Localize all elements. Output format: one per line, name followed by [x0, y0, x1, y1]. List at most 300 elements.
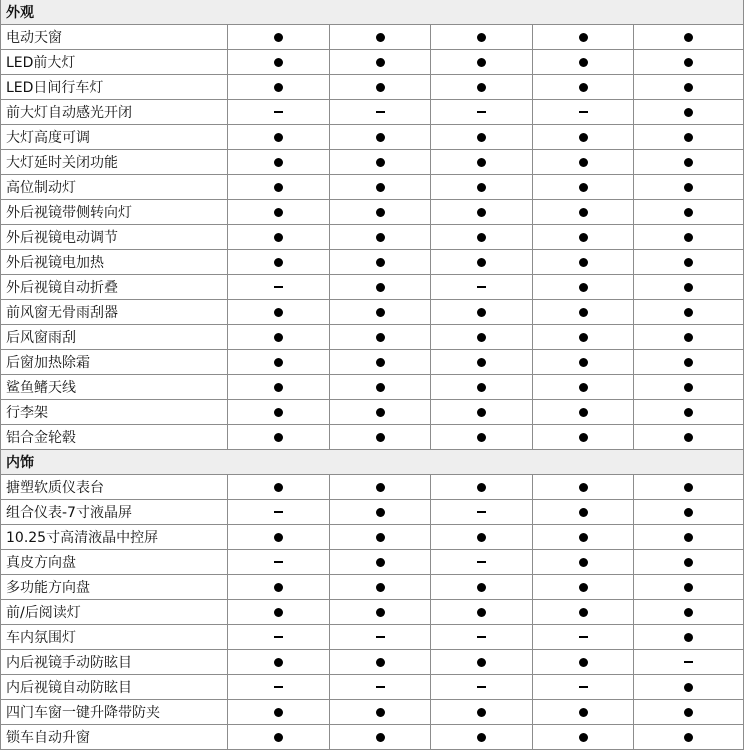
trim-cell: [634, 50, 744, 75]
table-row: [1, 725, 744, 750]
standard-dot-icon: [477, 58, 486, 67]
table-row: [1, 375, 744, 400]
standard-dot-icon: [684, 558, 693, 567]
table-row: [1, 75, 744, 100]
trim-cell: [533, 525, 634, 550]
trim-cell: [634, 675, 744, 700]
table-row: [1, 250, 744, 275]
standard-dot-icon: [274, 258, 283, 267]
trim-cell: [431, 225, 533, 250]
standard-dot-icon: [684, 358, 693, 367]
trim-cell: [634, 425, 744, 450]
standard-dot-icon: [274, 583, 283, 592]
trim-cell: [533, 350, 634, 375]
standard-dot-icon: [477, 483, 486, 492]
trim-cell: [533, 50, 634, 75]
trim-cell: [431, 475, 533, 500]
trim-cell: [533, 700, 634, 725]
trim-cell: [634, 500, 744, 525]
standard-dot-icon: [684, 483, 693, 492]
trim-cell: [330, 500, 431, 525]
standard-dot-icon: [274, 33, 283, 42]
trim-cell: [330, 675, 431, 700]
standard-dot-icon: [376, 283, 385, 292]
trim-cell: [330, 625, 431, 650]
trim-cell: [228, 475, 330, 500]
standard-dot-icon: [274, 433, 283, 442]
trim-cell: [634, 150, 744, 175]
trim-cell: [533, 575, 634, 600]
table-row: [1, 325, 744, 350]
standard-dot-icon: [477, 33, 486, 42]
table-row: [1, 25, 744, 50]
standard-dot-icon: [376, 583, 385, 592]
trim-cell: [431, 700, 533, 725]
standard-dot-icon: [579, 533, 588, 542]
trim-cell: [533, 625, 634, 650]
trim-cell: [228, 150, 330, 175]
standard-dot-icon: [477, 208, 486, 217]
trim-cell: [431, 150, 533, 175]
standard-dot-icon: [684, 258, 693, 267]
trim-cell: [533, 425, 634, 450]
trim-cell: [533, 25, 634, 50]
trim-cell: [533, 650, 634, 675]
section-header-row: [1, 450, 744, 475]
not-available-dash-icon: [579, 686, 588, 688]
table-row: [1, 300, 744, 325]
trim-cell: [431, 100, 533, 125]
standard-dot-icon: [477, 258, 486, 267]
standard-dot-icon: [477, 383, 486, 392]
trim-cell: [431, 600, 533, 625]
trim-cell: [431, 25, 533, 50]
trim-cell: [228, 250, 330, 275]
table-row: [1, 675, 744, 700]
feature-label: 铝合金轮毂: [1, 425, 228, 450]
standard-dot-icon: [477, 433, 486, 442]
standard-dot-icon: [579, 433, 588, 442]
trim-cell: [533, 200, 634, 225]
trim-cell: [228, 75, 330, 100]
trim-cell: [228, 600, 330, 625]
trim-cell: [533, 725, 634, 750]
standard-dot-icon: [477, 133, 486, 142]
not-available-dash-icon: [477, 561, 486, 563]
trim-cell: [533, 225, 634, 250]
standard-dot-icon: [579, 183, 588, 192]
trim-cell: [533, 75, 634, 100]
standard-dot-icon: [684, 58, 693, 67]
trim-cell: [228, 125, 330, 150]
standard-dot-icon: [579, 483, 588, 492]
trim-cell: [533, 150, 634, 175]
standard-dot-icon: [579, 233, 588, 242]
trim-cell: [228, 625, 330, 650]
trim-cell: [228, 225, 330, 250]
trim-cell: [431, 125, 533, 150]
table-row: [1, 175, 744, 200]
trim-cell: [228, 175, 330, 200]
trim-cell: [431, 175, 533, 200]
standard-dot-icon: [376, 433, 385, 442]
trim-cell: [431, 250, 533, 275]
trim-cell: [533, 175, 634, 200]
not-available-dash-icon: [477, 511, 486, 513]
not-available-dash-icon: [477, 686, 486, 688]
trim-cell: [634, 725, 744, 750]
standard-dot-icon: [684, 708, 693, 717]
trim-cell: [634, 325, 744, 350]
spec-table-body: [1, 0, 744, 750]
not-available-dash-icon: [477, 111, 486, 113]
standard-dot-icon: [274, 483, 283, 492]
not-available-dash-icon: [684, 661, 693, 663]
trim-cell: [228, 525, 330, 550]
not-available-dash-icon: [274, 511, 283, 513]
table-row: [1, 650, 744, 675]
standard-dot-icon: [274, 733, 283, 742]
trim-cell: [228, 725, 330, 750]
trim-cell: [431, 525, 533, 550]
not-available-dash-icon: [376, 636, 385, 638]
table-row: [1, 575, 744, 600]
standard-dot-icon: [274, 233, 283, 242]
standard-dot-icon: [274, 533, 283, 542]
standard-dot-icon: [376, 158, 385, 167]
standard-dot-icon: [684, 533, 693, 542]
standard-dot-icon: [579, 358, 588, 367]
feature-label: 外后视镜电加热: [1, 250, 228, 275]
standard-dot-icon: [684, 608, 693, 617]
table-row: [1, 600, 744, 625]
table-row: [1, 150, 744, 175]
trim-cell: [431, 75, 533, 100]
trim-cell: [330, 400, 431, 425]
trim-cell: [634, 650, 744, 675]
table-row: [1, 625, 744, 650]
trim-cell: [330, 225, 431, 250]
feature-label: 多功能方向盘: [1, 575, 228, 600]
trim-cell: [228, 375, 330, 400]
standard-dot-icon: [274, 383, 283, 392]
trim-cell: [634, 525, 744, 550]
trim-cell: [330, 550, 431, 575]
trim-cell: [634, 300, 744, 325]
standard-dot-icon: [376, 508, 385, 517]
trim-cell: [431, 200, 533, 225]
table-row: [1, 225, 744, 250]
trim-cell: [330, 700, 431, 725]
trim-cell: [634, 575, 744, 600]
standard-dot-icon: [274, 83, 283, 92]
trim-cell: [228, 300, 330, 325]
standard-dot-icon: [579, 308, 588, 317]
trim-cell: [431, 575, 533, 600]
standard-dot-icon: [579, 158, 588, 167]
standard-dot-icon: [579, 408, 588, 417]
standard-dot-icon: [684, 33, 693, 42]
standard-dot-icon: [684, 508, 693, 517]
not-available-dash-icon: [274, 111, 283, 113]
table-row: [1, 275, 744, 300]
trim-cell: [228, 675, 330, 700]
feature-label: 搪塑软质仪表台: [1, 475, 228, 500]
feature-label: 大灯延时关闭功能: [1, 150, 228, 175]
trim-cell: [431, 375, 533, 400]
trim-cell: [330, 150, 431, 175]
trim-cell: [431, 275, 533, 300]
standard-dot-icon: [477, 408, 486, 417]
standard-dot-icon: [477, 183, 486, 192]
standard-dot-icon: [684, 158, 693, 167]
trim-cell: [634, 275, 744, 300]
standard-dot-icon: [477, 233, 486, 242]
trim-cell: [431, 550, 533, 575]
trim-cell: [431, 350, 533, 375]
trim-cell: [228, 200, 330, 225]
trim-cell: [228, 275, 330, 300]
standard-dot-icon: [684, 683, 693, 692]
standard-dot-icon: [376, 183, 385, 192]
trim-cell: [634, 375, 744, 400]
table-row: [1, 400, 744, 425]
not-available-dash-icon: [274, 636, 283, 638]
trim-cell: [330, 25, 431, 50]
trim-cell: [533, 300, 634, 325]
section-title: 外观: [1, 0, 744, 25]
trim-cell: [228, 650, 330, 675]
feature-label: 前/后阅读灯: [1, 600, 228, 625]
standard-dot-icon: [274, 308, 283, 317]
standard-dot-icon: [376, 258, 385, 267]
trim-cell: [228, 25, 330, 50]
standard-dot-icon: [684, 733, 693, 742]
trim-cell: [330, 725, 431, 750]
trim-cell: [330, 125, 431, 150]
trim-cell: [330, 50, 431, 75]
trim-cell: [330, 275, 431, 300]
trim-cell: [431, 325, 533, 350]
trim-cell: [533, 475, 634, 500]
trim-cell: [431, 725, 533, 750]
table-row: [1, 700, 744, 725]
feature-label: 四门车窗一键升降带防夹: [1, 700, 228, 725]
feature-label: 车内氛围灯: [1, 625, 228, 650]
standard-dot-icon: [274, 608, 283, 617]
standard-dot-icon: [579, 583, 588, 592]
trim-cell: [228, 425, 330, 450]
feature-label: 锁车自动升窗: [1, 725, 228, 750]
standard-dot-icon: [684, 108, 693, 117]
trim-cell: [431, 675, 533, 700]
standard-dot-icon: [684, 583, 693, 592]
table-row: [1, 550, 744, 575]
standard-dot-icon: [579, 33, 588, 42]
standard-dot-icon: [579, 733, 588, 742]
standard-dot-icon: [477, 358, 486, 367]
standard-dot-icon: [579, 558, 588, 567]
standard-dot-icon: [579, 608, 588, 617]
trim-cell: [431, 650, 533, 675]
trim-cell: [330, 525, 431, 550]
feature-label: 高位制动灯: [1, 175, 228, 200]
standard-dot-icon: [477, 608, 486, 617]
standard-dot-icon: [274, 158, 283, 167]
standard-dot-icon: [684, 408, 693, 417]
trim-cell: [228, 350, 330, 375]
feature-label: 后窗加热除霜: [1, 350, 228, 375]
standard-dot-icon: [376, 408, 385, 417]
trim-cell: [634, 475, 744, 500]
not-available-dash-icon: [579, 111, 588, 113]
trim-cell: [533, 500, 634, 525]
standard-dot-icon: [579, 658, 588, 667]
trim-cell: [228, 325, 330, 350]
standard-dot-icon: [376, 383, 385, 392]
feature-label: 行李架: [1, 400, 228, 425]
trim-cell: [330, 350, 431, 375]
trim-cell: [330, 425, 431, 450]
standard-dot-icon: [376, 58, 385, 67]
trim-cell: [330, 200, 431, 225]
table-row: [1, 200, 744, 225]
standard-dot-icon: [376, 308, 385, 317]
standard-dot-icon: [477, 533, 486, 542]
trim-cell: [533, 600, 634, 625]
feature-label: 外后视镜带侧转向灯: [1, 200, 228, 225]
feature-label: 大灯高度可调: [1, 125, 228, 150]
trim-cell: [431, 500, 533, 525]
standard-dot-icon: [376, 608, 385, 617]
trim-cell: [634, 75, 744, 100]
not-available-dash-icon: [477, 636, 486, 638]
feature-label: 外后视镜电动调节: [1, 225, 228, 250]
trim-cell: [330, 475, 431, 500]
standard-dot-icon: [579, 258, 588, 267]
trim-cell: [330, 100, 431, 125]
standard-dot-icon: [579, 208, 588, 217]
standard-dot-icon: [477, 658, 486, 667]
standard-dot-icon: [376, 358, 385, 367]
standard-dot-icon: [274, 333, 283, 342]
trim-cell: [634, 200, 744, 225]
table-row: [1, 525, 744, 550]
not-available-dash-icon: [274, 686, 283, 688]
trim-cell: [533, 100, 634, 125]
trim-cell: [533, 325, 634, 350]
standard-dot-icon: [477, 333, 486, 342]
standard-dot-icon: [376, 533, 385, 542]
standard-dot-icon: [477, 733, 486, 742]
standard-dot-icon: [376, 708, 385, 717]
standard-dot-icon: [579, 83, 588, 92]
trim-cell: [431, 50, 533, 75]
standard-dot-icon: [684, 183, 693, 192]
feature-label: 电动天窗: [1, 25, 228, 50]
not-available-dash-icon: [274, 286, 283, 288]
trim-cell: [330, 575, 431, 600]
table-row: [1, 125, 744, 150]
trim-cell: [330, 325, 431, 350]
standard-dot-icon: [376, 33, 385, 42]
standard-dot-icon: [477, 708, 486, 717]
standard-dot-icon: [477, 83, 486, 92]
feature-label: 鲨鱼鳍天线: [1, 375, 228, 400]
standard-dot-icon: [376, 658, 385, 667]
standard-dot-icon: [684, 333, 693, 342]
trim-cell: [330, 600, 431, 625]
section-title: 内饰: [1, 450, 744, 475]
table-row: [1, 475, 744, 500]
trim-cell: [634, 625, 744, 650]
trim-cell: [634, 250, 744, 275]
table-row: [1, 500, 744, 525]
feature-label: 前大灯自动感光开闭: [1, 100, 228, 125]
standard-dot-icon: [376, 333, 385, 342]
standard-dot-icon: [684, 83, 693, 92]
trim-cell: [533, 275, 634, 300]
standard-dot-icon: [376, 208, 385, 217]
standard-dot-icon: [376, 558, 385, 567]
trim-cell: [533, 675, 634, 700]
trim-cell: [634, 100, 744, 125]
table-row: [1, 425, 744, 450]
table-row: [1, 50, 744, 75]
not-available-dash-icon: [376, 111, 385, 113]
standard-dot-icon: [274, 183, 283, 192]
trim-cell: [330, 300, 431, 325]
trim-cell: [228, 50, 330, 75]
standard-dot-icon: [274, 208, 283, 217]
trim-cell: [533, 125, 634, 150]
standard-dot-icon: [684, 233, 693, 242]
trim-cell: [634, 550, 744, 575]
trim-cell: [431, 425, 533, 450]
section-header-row: [1, 0, 744, 25]
standard-dot-icon: [376, 733, 385, 742]
trim-cell: [228, 500, 330, 525]
trim-cell: [634, 25, 744, 50]
trim-cell: [533, 550, 634, 575]
trim-cell: [228, 400, 330, 425]
standard-dot-icon: [376, 233, 385, 242]
not-available-dash-icon: [579, 636, 588, 638]
not-available-dash-icon: [274, 561, 283, 563]
standard-dot-icon: [579, 333, 588, 342]
standard-dot-icon: [477, 158, 486, 167]
trim-cell: [330, 375, 431, 400]
standard-dot-icon: [579, 133, 588, 142]
trim-cell: [228, 100, 330, 125]
standard-dot-icon: [274, 358, 283, 367]
not-available-dash-icon: [477, 286, 486, 288]
standard-dot-icon: [376, 483, 385, 492]
trim-cell: [634, 400, 744, 425]
feature-label: LED前大灯: [1, 50, 228, 75]
standard-dot-icon: [684, 383, 693, 392]
table-row: [1, 350, 744, 375]
standard-dot-icon: [684, 283, 693, 292]
standard-dot-icon: [477, 308, 486, 317]
standard-dot-icon: [579, 283, 588, 292]
trim-cell: [634, 125, 744, 150]
feature-label: 外后视镜自动折叠: [1, 275, 228, 300]
standard-dot-icon: [684, 308, 693, 317]
trim-cell: [634, 700, 744, 725]
trim-cell: [330, 650, 431, 675]
standard-dot-icon: [376, 133, 385, 142]
